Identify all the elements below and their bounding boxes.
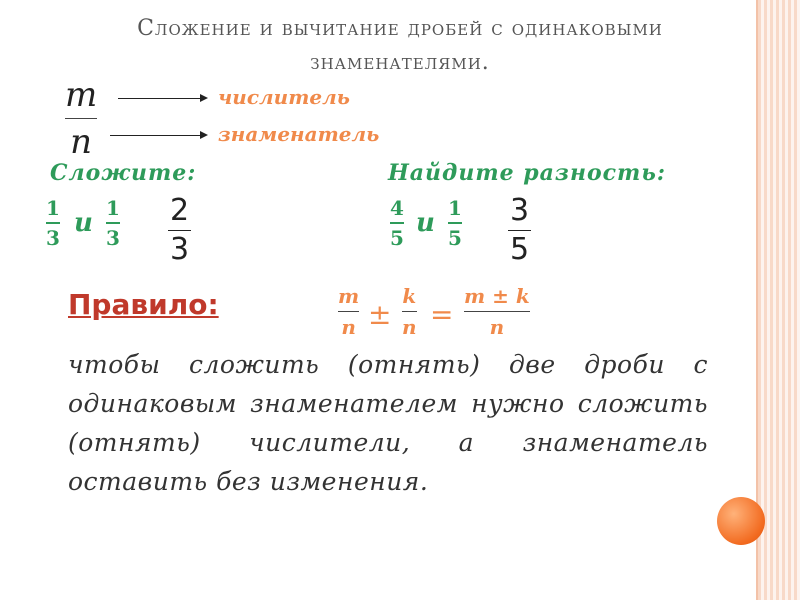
title-line-1: Сложение и вычитание дробей с одинаковыми — [137, 16, 663, 41]
rule-label: Правило: — [68, 288, 219, 321]
denominator-symbol: n — [70, 122, 93, 162]
difference-heading: Найдите разность: — [388, 160, 666, 186]
arrow-to-denominator — [110, 135, 206, 136]
diff-conjunction: и — [416, 208, 435, 238]
m-over-n-fraction — [65, 75, 98, 162]
diff-a-den: 5 — [390, 226, 404, 250]
numerator-symbol: m — [65, 75, 98, 115]
plus-minus-sign: ± — [368, 298, 392, 331]
add-fraction-b — [106, 198, 120, 248]
fraction-bar — [464, 311, 530, 312]
numerator-label: числитель — [218, 85, 350, 109]
fraction-bar — [338, 311, 359, 312]
rule-text: чтобы сложить (отнять) две дроби с одинаковым знаменателем нужно сложить (отнять) числители, а знаменатель оставить без изменения. — [68, 350, 708, 496]
fraction-bar — [168, 230, 191, 231]
title-line-2: знаменателями. — [310, 50, 490, 75]
add-b-den: 3 — [106, 226, 120, 250]
rule-left-num: m — [338, 284, 360, 308]
diff-answer-den: 5 — [510, 232, 530, 267]
rule-fraction-right — [402, 286, 417, 337]
fraction-bar — [390, 222, 404, 224]
fraction-bar — [46, 222, 60, 224]
add-a-num: 1 — [46, 196, 60, 220]
decorative-stripe — [758, 0, 800, 600]
rule-result-den: n — [489, 315, 505, 339]
add-answer-den: 3 — [170, 232, 190, 267]
page-title — [0, 12, 800, 80]
arrow-to-numerator — [118, 98, 206, 99]
orange-circle-decoration — [717, 497, 765, 545]
rule-fraction-result — [464, 286, 530, 337]
diff-b-den: 5 — [448, 226, 462, 250]
diff-answer-num: 3 — [510, 193, 530, 228]
equals-sign: = — [430, 298, 454, 331]
rule-right-num: k — [402, 284, 417, 308]
fraction-bar — [508, 230, 531, 231]
diff-fraction-a — [390, 198, 404, 248]
rule-right-den: n — [402, 315, 417, 339]
rule-result-num: m ± k — [464, 284, 530, 308]
diff-fraction-b — [448, 198, 462, 248]
fraction-bar — [402, 311, 417, 312]
add-answer-fraction — [170, 193, 190, 267]
fraction-bar — [448, 222, 462, 224]
add-answer-num: 2 — [170, 193, 190, 228]
add-b-num: 1 — [106, 196, 120, 220]
add-conjunction: и — [74, 208, 93, 238]
add-fraction-a — [46, 198, 60, 248]
add-heading: Сложите: — [50, 160, 197, 186]
diff-a-num: 4 — [390, 196, 404, 220]
add-a-den: 3 — [46, 226, 60, 250]
diff-b-num: 1 — [448, 196, 462, 220]
denominator-label: знаменатель — [218, 122, 380, 146]
fraction-bar — [106, 222, 120, 224]
fraction-bar — [65, 118, 97, 119]
rule-fraction-left — [338, 286, 359, 337]
rule-left-den: n — [341, 315, 356, 339]
diff-answer-fraction — [510, 193, 530, 267]
